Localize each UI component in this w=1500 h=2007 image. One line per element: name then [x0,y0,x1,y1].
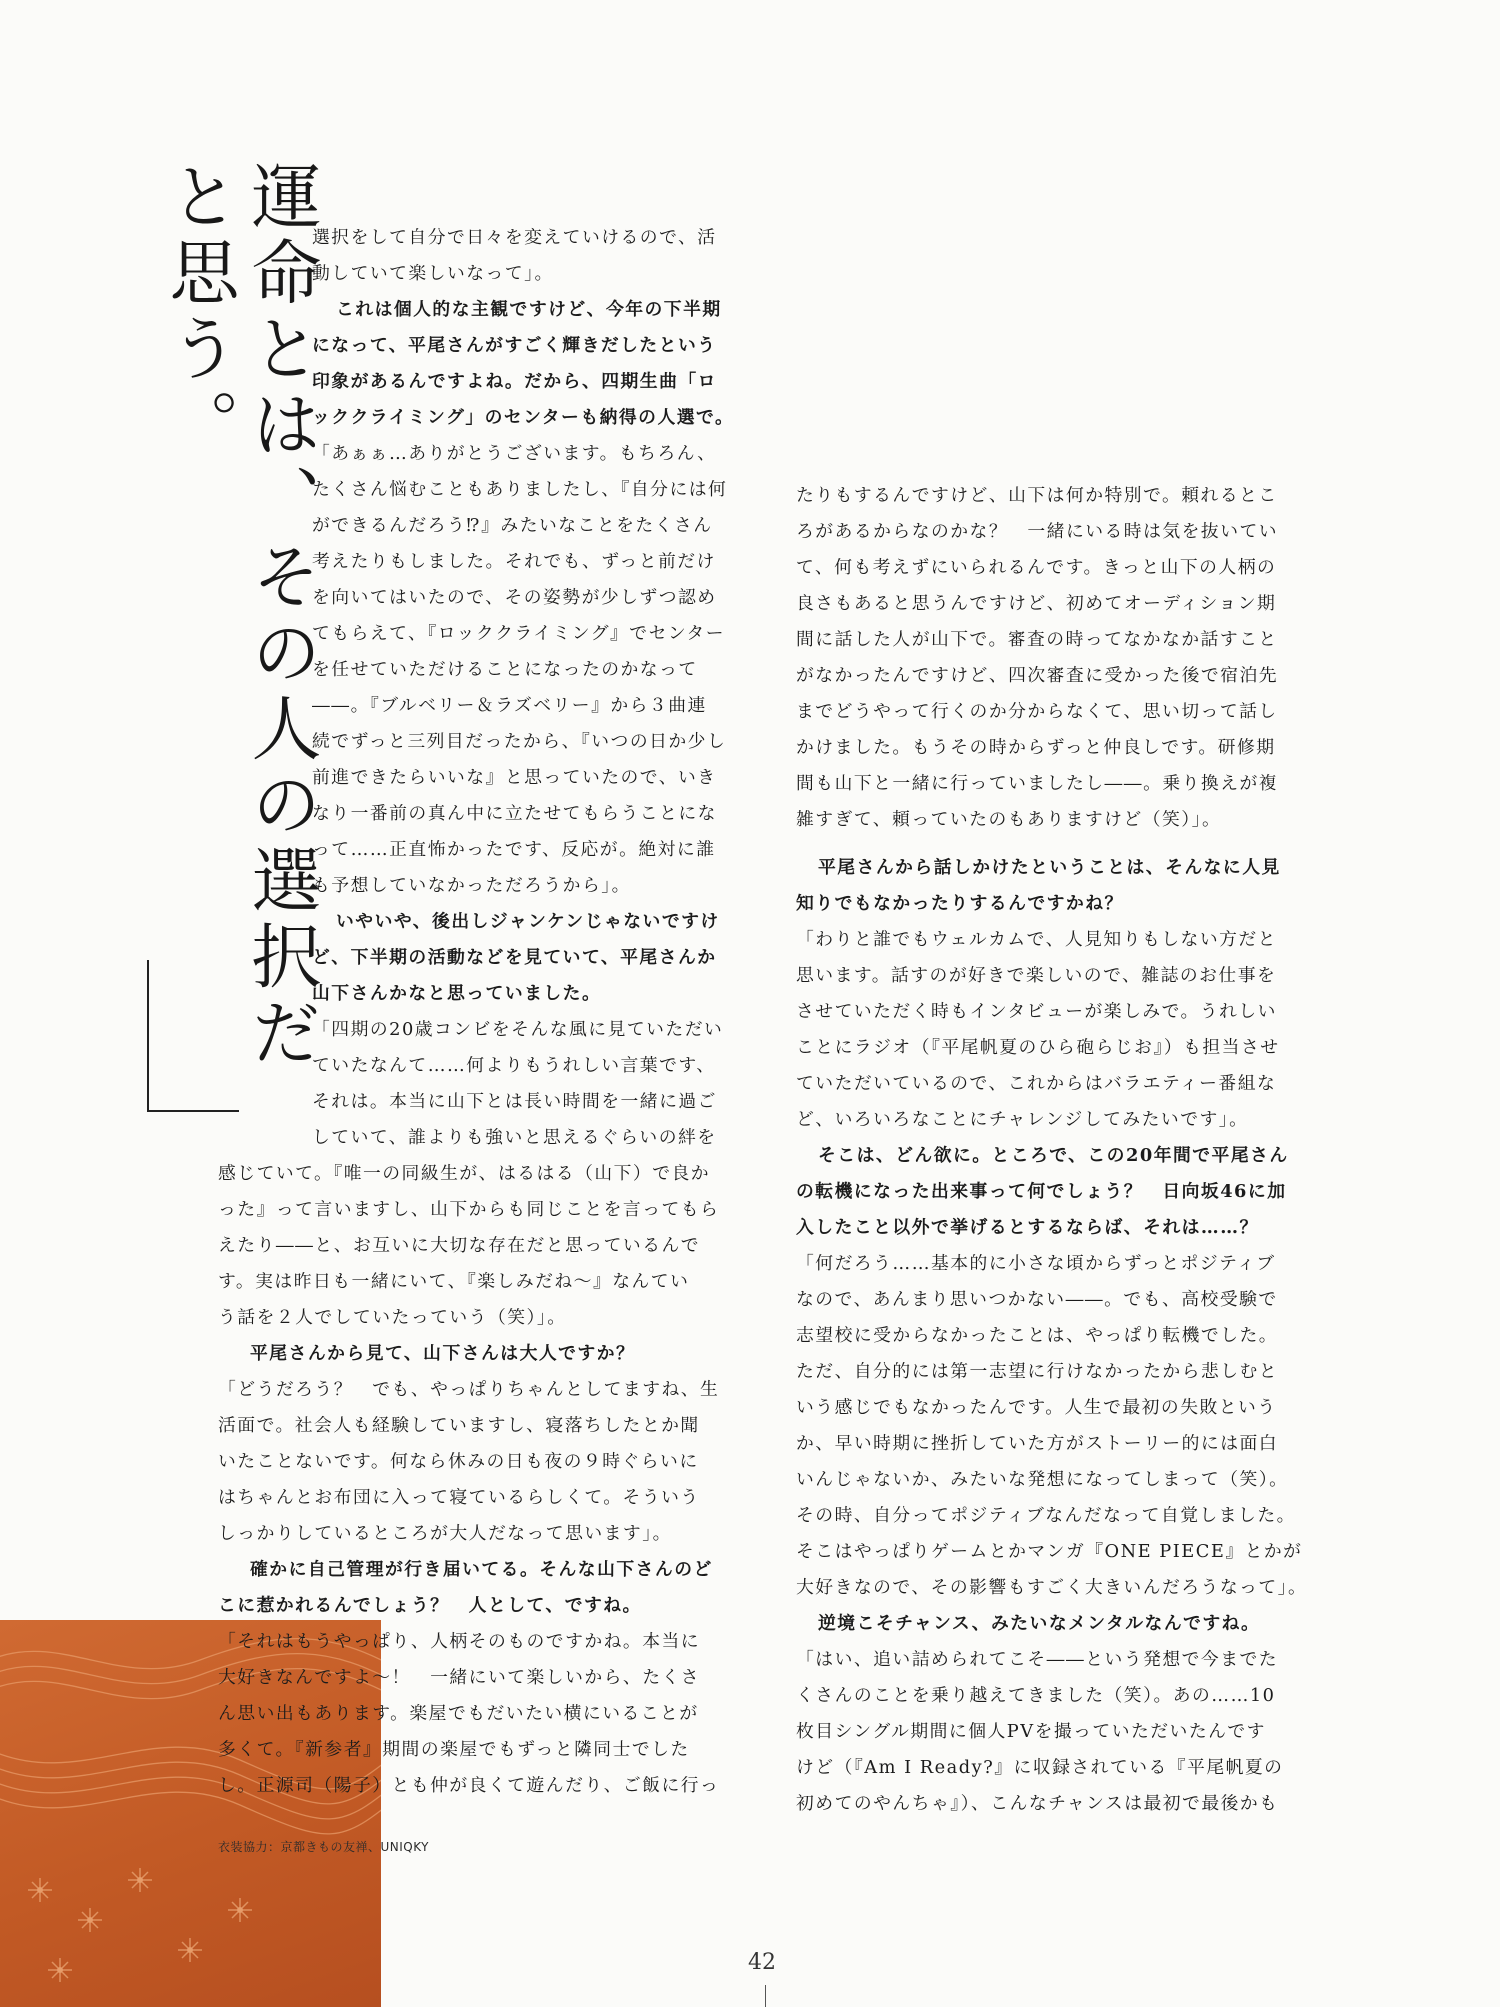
question-paragraph: 逆境こそチャンス、みたいなメンタルなんですね。 [818,1613,1261,1634]
answer-paragraph: 「何だろう……基本的に小さな頃からずっとポジティブ なので、あんまり思いつかない――。でも、高校受験で 志望校に受からなかったことは、やっぱり転機でした。 ただ、自分的には第一志望に行けなかったから悲しむと いう感じでもなかったんです。人生で最初の失敗という か、早い時期に挫折していた方がストーリー的には面白 いんじゃないか、みたいな発想になってしまって（笑）。 その時、自分ってポジティブなんだなって自覚しました。 そこはやっぱりゲームとかマンガ『ONE PIECE』とかが 大好きなので、その影響もすごく大きいんだろうなって」。 [796,1253,1308,1598]
question-paragraph: 確かに自己管理が行き届いてる。そんな山下さんのど [250,1559,713,1580]
question-paragraph: いやいや、後出しジャンケンじゃないですけ [336,911,720,932]
answer-paragraph: 「あぁぁ…ありがとうございます。もちろん、 たくさん悩むこともありましたし、『自分には何 ができるんだろう⁉』みたいなことをたくさん 考えたりもしました。それでも、ずっと前だけ を向いてはいたので、その姿勢が少しずつ認め てもらえて、『ロッククライミング』でセンター を任せていただけることになったのかなって ――。『ブルベリー＆ラズベリー』から３曲連 続でずっと三列目だったから、『いつの日か少し 前進できたらいいな』と思っていたので、いき なり一番前の真ん中に立たせてもらうことにな って……正直怖かったです、反応が。絶対に誰 も予想していなかっただろうから」。 [312,443,728,896]
costume-credit: 衣装協力：京都きもの友禅、UNIQKY [218,1840,430,1854]
answer-paragraph: 「はい、追い詰められてこそ――という発想で今までた くさんのことを乗り越えてきました（笑）。あの……10 枚目シングル期間に個人PVを撮っていただいたんです けど（『Am I Ready?』に収録されている『平尾帆夏の 初めてのやんちゃ』）、こんなチャンスは最初で最後かも [796,1649,1284,1814]
question-paragraph: 平尾さんから話しかけたということは、そんなに人見 [818,857,1281,878]
question-paragraph: そこは、どん欲に。ところで、この20年間で平尾さん [818,1145,1289,1166]
answer-paragraph: 「わりと誰でもウェルカムで、人見知りもしない方だと 思います。話すのが好きで楽しいので、雑誌のお仕事を させていただく時もインタビューが楽しみで。うれしい ことにラジオ（『平尾帆夏のひら砲らじお』）も担当させ ていただいているので、これからはバラエティー番組な ど、いろいろなことにチャレンジしてみたいです」。 [796,929,1280,1130]
answer-paragraph: 感じていて。『唯一の同級生が、はるはる（山下）で良か った』って言いますし、山下からも同じことを言ってもら えたり――と、お互いに大切な存在だと思っているんで す。実は昨日も一緒にいて、『楽しみだね～』なんてい う話を２人でしていたっていう（笑）」。 [218,1163,720,1328]
page-number-rule [765,1985,766,2007]
answer-paragraph: 選択をして自分で日々を変えていけるので、活 動していて楽しいなって」。 [312,227,717,284]
page-number: 42 [748,1950,776,1975]
question-paragraph-cont: こに惹かれるんでしょう？ 人として、ですね。 [218,1595,642,1616]
headline: 運命とは、その人の選択だと思う。 [158,160,322,1072]
question-paragraph-cont: になって、平尾さんがすごく輝きだしたという 印象があるんですよね。だから、四期生曲「ロ ッククライミング」のセンターも納得の人選で。 [312,335,735,428]
answer-paragraph: 「四期の20歳コンビをそんな風に見ていただい ていたなんて……何よりもうれしい言葉です、 それは。本当に山下とは長い時間を一緒に過ご していて、誰よりも強いと思えるぐらいの絆を [312,1019,724,1148]
question-paragraph-cont: ど、下半期の活動などを見ていて、平尾さんか 山下さんかなと思っていました。 [312,947,717,1004]
question-paragraph: これは個人的な主観ですけど、今年の下半期 [336,299,722,320]
headline-bracket-vertical [147,960,149,1110]
question-paragraph-cont: 知りでもなかったりするんですかね？ [796,893,1124,914]
answer-paragraph: たりもするんですけど、山下は何か特別で。頼れるとこ ろがあるからなのかな？ 一緒にいる時は気を抜いてい て、何も考えずにいられるんです。きっと山下の人柄の 良さもあると思うんですけど、初めてオーディション期 間に話した人が山下で。審査の時ってなかなか話すこと がなかったんですけど、四次審査に受かった後で宿泊先 までどうやって行くのか分からなくて、思い切って話し かけました。もうその時からずっと仲良しです。研修期 間も山下と一緒に行っていましたし――。乗り換えが複 雑すぎて、頼っていたのもありますけど（笑）」。 [796,485,1279,830]
answer-paragraph: 「どうだろう？ でも、やっぱりちゃんとしてますね、生 活面で。社会人も経験していますし、寝落ちしたとか聞 いたことないです。何なら休みの日も夜の９時ぐらいに はちゃんとお布団に入って寝ているらしくて。そういう しっかりしているところが大人だなって思います」。 [218,1379,720,1544]
question-paragraph: 平尾さんから見て、山下さんは大人ですか？ [250,1343,636,1364]
headline-bracket-horizontal [147,1110,239,1112]
answer-paragraph: 「それはもうやっぱり、人柄そのものですかね。本当に 大好きなんですよ～！ 一緒にいて楽しいから、たくさ ん思い出もあります。楽屋でもだいたい横にいることが 多くて。『新参者』期間の楽屋でもずっと隣同士でした し。正源司（陽子）とも仲が良くて遊んだり、ご飯に行っ [218,1631,720,1796]
question-paragraph-cont: の転機になった出来事って何でしょう？ 日向坂46に加 入したこと以外で挙げるとするならば、それは……？ [796,1181,1287,1238]
